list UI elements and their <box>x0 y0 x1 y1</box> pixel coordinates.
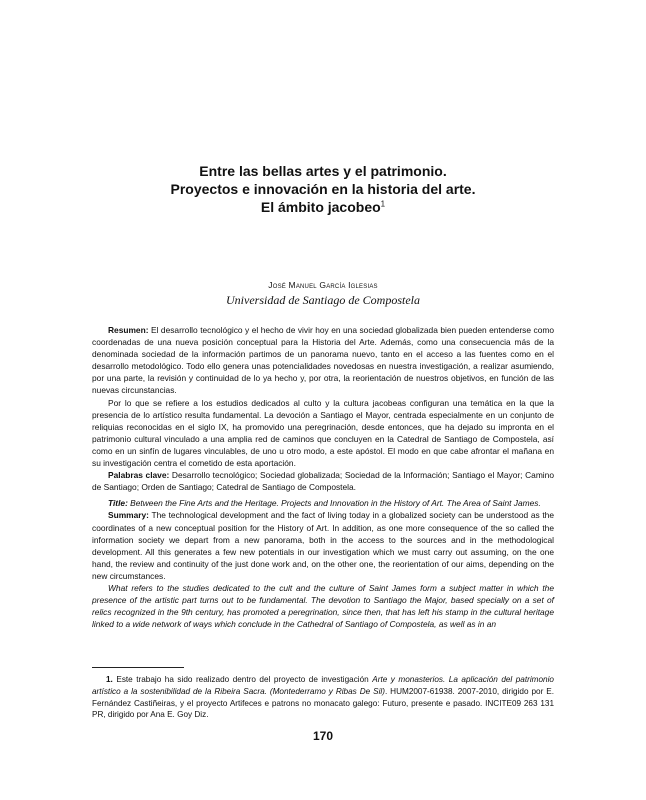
footnote <box>92 674 554 721</box>
page-number: 170 <box>312 729 334 743</box>
title-line-3 <box>80 198 566 216</box>
summary-text-2: What refers to the studies dedicated to the cult and the culture of Saint James form a subject matter in which the presence of the artistic part turns out to be fundamental. The devotion to Santiago the Major, based specially on a set of relics recognized in the 9th century, has promoted a peregrination, since then, that has left his stamp in the cultural heritage linked to a wide network of ways which conclude in the Cathedral of Santiago of Compostela, as well as in an <box>92 582 554 630</box>
resumen-paragraph <box>92 324 554 397</box>
keywords-text: Desarrollo tecnológico; Sociedad globalizada; Sociedad de la Información; Santiago el Mayor; Camino de Santiago; Orden de Santiago; Catedral de Santiago de Compostela. <box>92 470 554 493</box>
footnote-number: 1. <box>106 675 113 684</box>
footnote-text-a: Este trabajo ha sido realizado dentro del proyecto de investigación <box>112 675 373 684</box>
title-line-1: Entre las bellas artes y el patrimonio. <box>199 163 447 179</box>
summary-paragraph-2 <box>92 582 554 630</box>
footnote-divider <box>92 667 184 668</box>
title-line-2: Proyectos e innovación en la historia del arte. <box>170 181 476 197</box>
title-line-3-text: El ámbito jacobeo <box>260 199 381 215</box>
keywords-label: Palabras clave: <box>108 470 170 481</box>
summary-text: The technological development and the fact of living today in a globalized society can be understood as the coordinates of a new conceptual position for the History of Art. In addition, as one more consequence of the so called the information society we depart from a new panorama, both in the access to the sources and in the methodological development. All this generates a few new potentials in our investigation which we must carry out assuming, on the one hand, the review and continuity of the just done work and, on the other one, the reorientation of our aims, depending on the new circumstances. <box>92 510 554 581</box>
english-title-label: Title: <box>108 498 128 509</box>
footnote-text-italic: Arte y monasterios. La aplicación del patrimonio artístico a la sostenibilidad de la Ribeira Sacra. (Montederramo y Ribas De Sil) <box>92 675 554 696</box>
footnote-text-b: . HUM2007-61938. 2007-2010, dirigido por E. Fernández Castiñeiras, y el proyecto Artifeces e patrons no monacato galego: Futuro, presente e pasado. INCITE09 263 131 PR, dirigido por Ana E. Goy Diz. <box>92 686 554 720</box>
summary-paragraph <box>92 509 554 582</box>
author-name: José Manuel García Iglesias <box>268 280 378 290</box>
author-affiliation: Universidad de Santiago de Compostela <box>226 293 420 307</box>
article-title <box>80 162 566 216</box>
english-title-text: Between the Fine Arts and the Heritage. Projects and Innovation in the History of Art. The Area of Saint James. <box>127 498 541 509</box>
resumen-paragraph-2: Por lo que se refiere a los estudios dedicados al culto y la cultura jacobeas configuran una temática en la que la presencia de lo artístico resulta fundamental. La devoción a Santiago el Mayor, centrada especialmente en un conjunto de reliquias reconocidas en el siglo IX, ha promovido una peregrinación, desde entonces, que ha dejado su impronta en el patrimonio cultural vinculado a una amplia red de caminos que concluyen en la Catedral de Santiago de Compostela, así como en un sinfín de lugares vinculables, de uno u otro modo, a este apóstol. El modo en que cabe afrontar el mañana en su investigación centra el cometido de esta aportación. <box>92 397 554 469</box>
resumen-label: Resumen: <box>108 325 149 335</box>
footnote-paragraph <box>92 674 554 721</box>
resumen-text: El desarrollo tecnológico y el hecho de vivir hoy en una sociedad globalizada bien pueden entenderse como coordenadas de una nueva posición conceptual para la Historia del Arte. Además, como una consecuencia más de la denominada sociedad de la información partimos de un panorama nuevo, tanto en el acceso a las fuentes como en el desarrollo metodológico. Todo ello genera unas potencialidades novedosas en nuestra investigación, a realizar asumiendo, por una parte, la revisión y continuidad de lo ya hecho y, por otra, la reorientación de nuestros objetivos, en función de las nuevas circunstancias. <box>92 325 554 396</box>
keywords-paragraph <box>92 469 554 493</box>
english-title-paragraph <box>92 497 554 509</box>
summary-label: Summary: <box>108 510 149 521</box>
abstract-block <box>92 324 554 630</box>
footnote-reference[interactable]: 1 <box>380 199 386 209</box>
